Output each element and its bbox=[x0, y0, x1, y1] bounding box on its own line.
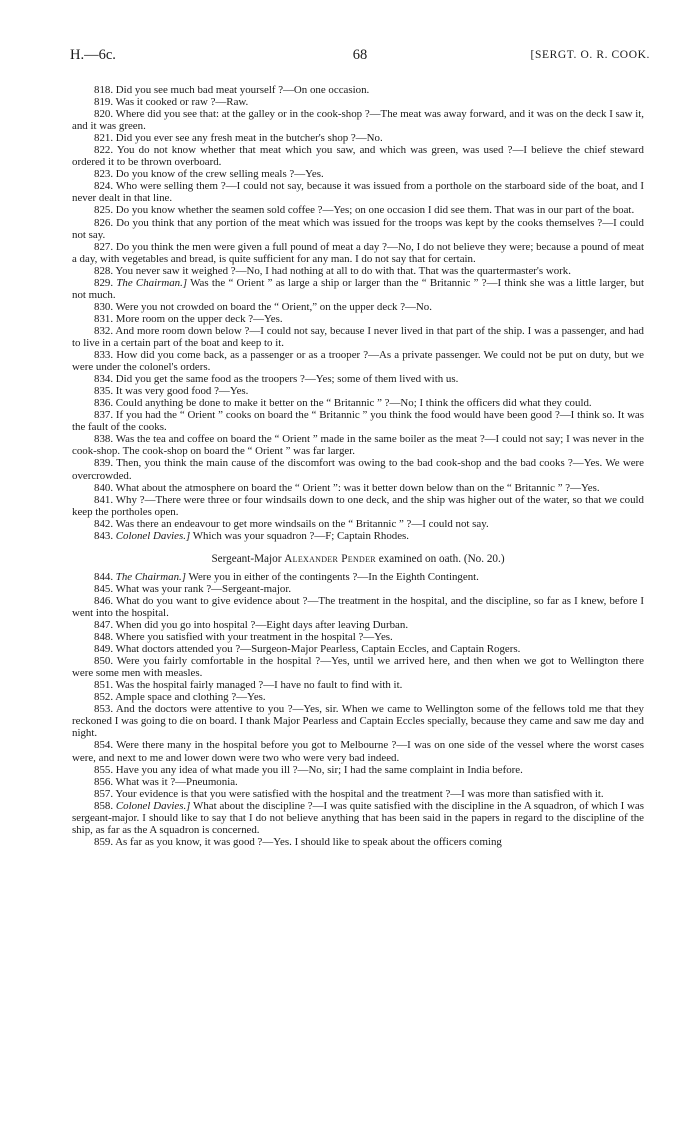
question-number: 849. bbox=[94, 643, 114, 656]
question-number: 851. bbox=[94, 679, 114, 692]
question-answer-text: Were you fairly comfortable in the hospital ?—Yes, until we arrived here, and then when we got to Wellington there were some men with measles. bbox=[72, 655, 645, 680]
question-answer-text: Ample space and clothing ?—Yes. bbox=[115, 691, 266, 704]
question-answer-text: What was your rank ?—Sergeant-major. bbox=[115, 582, 292, 595]
question-number: 846. bbox=[94, 594, 114, 607]
page-header bbox=[70, 47, 650, 69]
question-answer-text: What about the atmosphere on board the “ Orient ”: was it better down below than on the “ Britannic ” ?—Yes. bbox=[115, 481, 600, 494]
testimony-paragraph bbox=[72, 241, 644, 265]
testimony-paragraph bbox=[72, 409, 644, 433]
question-number: 853. bbox=[94, 703, 114, 716]
testimony-paragraph bbox=[72, 397, 644, 409]
question-answer-text: Who were selling them ?—I could not say, because it was issued from a porthole on the starboard side of the boat, and I never dealt in that line. bbox=[72, 180, 645, 205]
question-number: 828. bbox=[94, 264, 114, 277]
question-number: 821. bbox=[94, 132, 114, 145]
testimony-paragraph bbox=[72, 180, 644, 204]
page-body bbox=[72, 84, 644, 848]
question-answer-text: As far as you know, it was good ?—Yes. I should like to speak about the officers coming bbox=[115, 835, 502, 848]
question-number: 832. bbox=[94, 324, 114, 337]
testimony-paragraph bbox=[72, 385, 644, 397]
testimony-paragraph bbox=[72, 703, 644, 739]
question-answer-text: You never saw it weighed ?—No, I had nothing at all to do with that. That was the quartermaster's work. bbox=[115, 264, 571, 277]
question-answer-text: Was there an endeavour to get more windsails on the “ Britannic ” ?—I could not say. bbox=[115, 517, 489, 530]
heading-suffix: examined on oath. (No. 20.) bbox=[378, 552, 505, 565]
question-number: 855. bbox=[94, 763, 114, 776]
question-answer-text: Do you think the men were given a full pound of meat a day ?—No, I do not believe they were; because a pound of meat a day, with vegetables and bread, is quite sufficient for any man. I do not say that for certain. bbox=[72, 240, 644, 265]
testimony-paragraph bbox=[72, 530, 644, 542]
question-answer-text: Which was your squadron ?—F; Captain Rhodes. bbox=[192, 529, 410, 542]
testimony-paragraph bbox=[72, 631, 644, 643]
testimony-paragraph bbox=[72, 277, 644, 301]
question-number: 845. bbox=[94, 582, 114, 595]
question-number: 822. bbox=[94, 144, 114, 157]
question-answer-text: And more room down below ?—I could not say, because I never lived in that part of the ship. I was a passenger, and had to live in a certain part of the boat and keep to it. bbox=[72, 324, 645, 349]
question-number: 835. bbox=[94, 385, 114, 398]
testimony-paragraph bbox=[72, 457, 644, 481]
question-answer-text: What about the discipline ?—I was quite satisfied with the discipline in the A squadron, of which I was sergeant-major. I should like to say that I do not believe anything that has been said in the papers in regard to the discipline of the ship, as far as the A squadron is concerned. bbox=[72, 799, 644, 836]
question-number: 854. bbox=[94, 739, 114, 752]
question-number: 829. bbox=[94, 276, 114, 289]
question-number: 824. bbox=[94, 180, 114, 193]
page-number: 68 bbox=[352, 47, 368, 63]
question-number: 847. bbox=[94, 619, 114, 632]
question-answer-text: If you had the “ Orient ” cooks on board the “ Britannic ” you think the food would have been good ?—I think so. It was the fault of the cooks. bbox=[72, 409, 644, 434]
question-number: 819. bbox=[94, 96, 114, 109]
question-number: 856. bbox=[94, 775, 114, 788]
question-number: 833. bbox=[94, 349, 114, 362]
question-number: 852. bbox=[94, 691, 114, 704]
question-number: 818. bbox=[94, 84, 114, 96]
question-number: 859. bbox=[94, 835, 114, 848]
document-reference: H.—6c. bbox=[70, 47, 116, 63]
testimony-paragraph bbox=[72, 836, 644, 848]
question-answer-text: Were you in either of the contingents ?—In the Eighth Contingent. bbox=[188, 570, 479, 583]
testimony-paragraph bbox=[72, 217, 644, 241]
question-number: 831. bbox=[94, 312, 114, 325]
testimony-paragraph bbox=[72, 482, 644, 494]
question-answer-text: Then, you think the main cause of the discomfort was owing to the bad cook-shop and the bad cooks ?—Yes. We were overcrowded. bbox=[72, 457, 644, 482]
testimony-paragraph bbox=[72, 373, 644, 385]
witness-name-heading: Alexander Pender bbox=[284, 552, 376, 565]
testimony-paragraph bbox=[72, 84, 644, 96]
question-answer-text: Were you not crowded on board the “ Orient,” on the upper deck ?—No. bbox=[115, 300, 432, 313]
testimony-paragraph bbox=[72, 739, 644, 763]
testimony-paragraph bbox=[72, 108, 644, 132]
question-answer-text: Your evidence is that you were satisfied with the hospital and the treatment ?—I was more than satisfied with it. bbox=[115, 787, 604, 800]
testimony-section-cook bbox=[72, 84, 644, 542]
speaker: The Chairman.] bbox=[115, 570, 186, 583]
question-number: 836. bbox=[94, 397, 114, 410]
question-number: 843. bbox=[94, 529, 114, 542]
question-number: 844. bbox=[94, 570, 114, 583]
question-answer-text: Could anything be done to make it better on the “ Britannic ” ?—No; I think the officers did what they could. bbox=[115, 397, 592, 410]
heading-prefix: Sergeant-Major bbox=[211, 552, 282, 565]
testimony-paragraph bbox=[72, 301, 644, 313]
question-answer-text: What doctors attended you ?—Surgeon-Major Pearless, Captain Eccles, and Captain Rogers. bbox=[115, 643, 521, 656]
testimony-paragraph bbox=[72, 643, 644, 655]
question-answer-text: More room on the upper deck ?—Yes. bbox=[115, 312, 283, 325]
question-number: 838. bbox=[94, 433, 114, 446]
question-number: 842. bbox=[94, 517, 114, 530]
question-answer-text: Where you satisfied with your treatment in the hospital ?—Yes. bbox=[115, 631, 393, 644]
question-answer-text: Was it cooked or raw ?—Raw. bbox=[115, 96, 249, 109]
question-answer-text: Was the tea and coffee on board the “ Orient ” made in the same boiler as the meat ?—I could not say; I was never in the cook-shop. The cook-shop on board the “ Orient ” was far larger. bbox=[72, 433, 644, 458]
testimony-paragraph bbox=[72, 571, 644, 583]
question-number: 848. bbox=[94, 631, 114, 644]
question-number: 823. bbox=[94, 168, 114, 181]
testimony-paragraph bbox=[72, 96, 644, 108]
witness-heading bbox=[72, 553, 644, 565]
question-number: 826. bbox=[94, 216, 114, 229]
question-answer-text: How did you come back, as a passenger or as a trooper ?—As a private passenger. We could not be put on duty, but we were under the colonel's orders. bbox=[72, 349, 644, 374]
question-answer-text: When did you go into hospital ?—Eight days after leaving Durban. bbox=[115, 619, 409, 632]
testimony-paragraph bbox=[72, 349, 644, 373]
speaker: The Chairman.] bbox=[116, 276, 188, 289]
question-answer-text: And the doctors were attentive to you ?—Yes, sir. When we came to Wellington some of the fellows told me that they reckoned I was going to die on board. I thank Major Pearless and Captain Eccles specially, because they came and saw me day and night. bbox=[72, 703, 644, 740]
question-number: 830. bbox=[94, 300, 114, 313]
question-answer-text: Do you think that any portion of the meat which was issued for the troops was kept by the cooks themselves ?—I could not say. bbox=[72, 216, 644, 241]
testimony-paragraph bbox=[72, 619, 644, 631]
question-answer-text: Do you know of the crew selling meals ?—Yes. bbox=[115, 168, 324, 181]
testimony-paragraph bbox=[72, 144, 644, 168]
testimony-paragraph bbox=[72, 132, 644, 144]
question-number: 850. bbox=[94, 655, 114, 668]
question-number: 820. bbox=[94, 108, 114, 121]
question-answer-text: It was very good food ?—Yes. bbox=[115, 385, 249, 398]
testimony-paragraph bbox=[72, 800, 644, 836]
testimony-paragraph bbox=[72, 204, 644, 216]
testimony-paragraph bbox=[72, 776, 644, 788]
testimony-paragraph bbox=[72, 679, 644, 691]
testimony-paragraph bbox=[72, 764, 644, 776]
testimony-paragraph bbox=[72, 583, 644, 595]
question-number: 839. bbox=[94, 457, 114, 470]
testimony-paragraph bbox=[72, 494, 644, 518]
witness-name: [SERGT. O. R. COOK. bbox=[530, 49, 650, 61]
question-answer-text: Were there many in the hospital before you got to Melbourne ?—I was on one side of the vessel where the worst cases were, and next to me and lower down were two who were very bad indeed. bbox=[72, 739, 645, 764]
question-number: 825. bbox=[94, 204, 114, 217]
question-answer-text: Did you get the same food as the troopers ?—Yes; some of them lived with us. bbox=[115, 373, 459, 386]
question-answer-text: Was the “ Orient ” as large a ship or larger than the “ Britannic ” ?—I think she was a little larger, but not much. bbox=[72, 276, 644, 301]
question-number: 857. bbox=[94, 787, 114, 800]
question-answer-text: Do you know whether the seamen sold coffee ?—Yes; on one occasion I did see them. That was in our part of the boat. bbox=[115, 204, 635, 217]
question-answer-text: Where did you see that: at the galley or in the cook-shop ?—The meat was away forward, and it was on the deck I saw it, and it was green. bbox=[72, 108, 644, 133]
question-number: 840. bbox=[94, 481, 114, 494]
speaker: Colonel Davies.] bbox=[115, 529, 191, 542]
question-number: 858. bbox=[94, 799, 114, 812]
question-number: 827. bbox=[94, 240, 114, 253]
question-answer-text: Why ?—There were three or four windsails down to one deck, and the ship was higher out of the water, so that we could keep the portholes open. bbox=[72, 493, 645, 518]
question-answer-text: Have you any idea of what made you ill ?—No, sir; I had the same complaint in India before. bbox=[115, 763, 523, 776]
testimony-paragraph bbox=[72, 595, 644, 619]
testimony-paragraph bbox=[72, 313, 644, 325]
question-answer-text: You do not know whether that meat which you saw, and which was green, was used ?—I believe the chief steward ordered it to be thrown overboard. bbox=[72, 144, 644, 169]
testimony-paragraph bbox=[72, 655, 644, 679]
question-answer-text: What do you want to give evidence about ?—The treatment in the hospital, and the discipline, so far as I knew, before I went into the hospital. bbox=[72, 594, 644, 619]
question-answer-text: Did you see much bad meat yourself ?—On one occasion. bbox=[115, 84, 370, 96]
testimony-paragraph bbox=[72, 691, 644, 703]
question-number: 837. bbox=[94, 409, 114, 422]
testimony-paragraph bbox=[72, 325, 644, 349]
testimony-paragraph bbox=[72, 518, 644, 530]
question-answer-text: What was it ?—Pneumonia. bbox=[115, 775, 238, 788]
question-answer-text: Did you ever see any fresh meat in the butcher's shop ?—No. bbox=[115, 132, 383, 145]
speaker: Colonel Davies.] bbox=[115, 799, 191, 812]
testimony-paragraph bbox=[72, 788, 644, 800]
testimony-paragraph bbox=[72, 265, 644, 277]
question-number: 834. bbox=[94, 373, 114, 386]
testimony-section-pender bbox=[72, 571, 644, 848]
testimony-paragraph bbox=[72, 168, 644, 180]
question-answer-text: Was the hospital fairly managed ?—I have no fault to find with it. bbox=[115, 679, 403, 692]
testimony-paragraph bbox=[72, 433, 644, 457]
question-number: 841. bbox=[94, 493, 114, 506]
